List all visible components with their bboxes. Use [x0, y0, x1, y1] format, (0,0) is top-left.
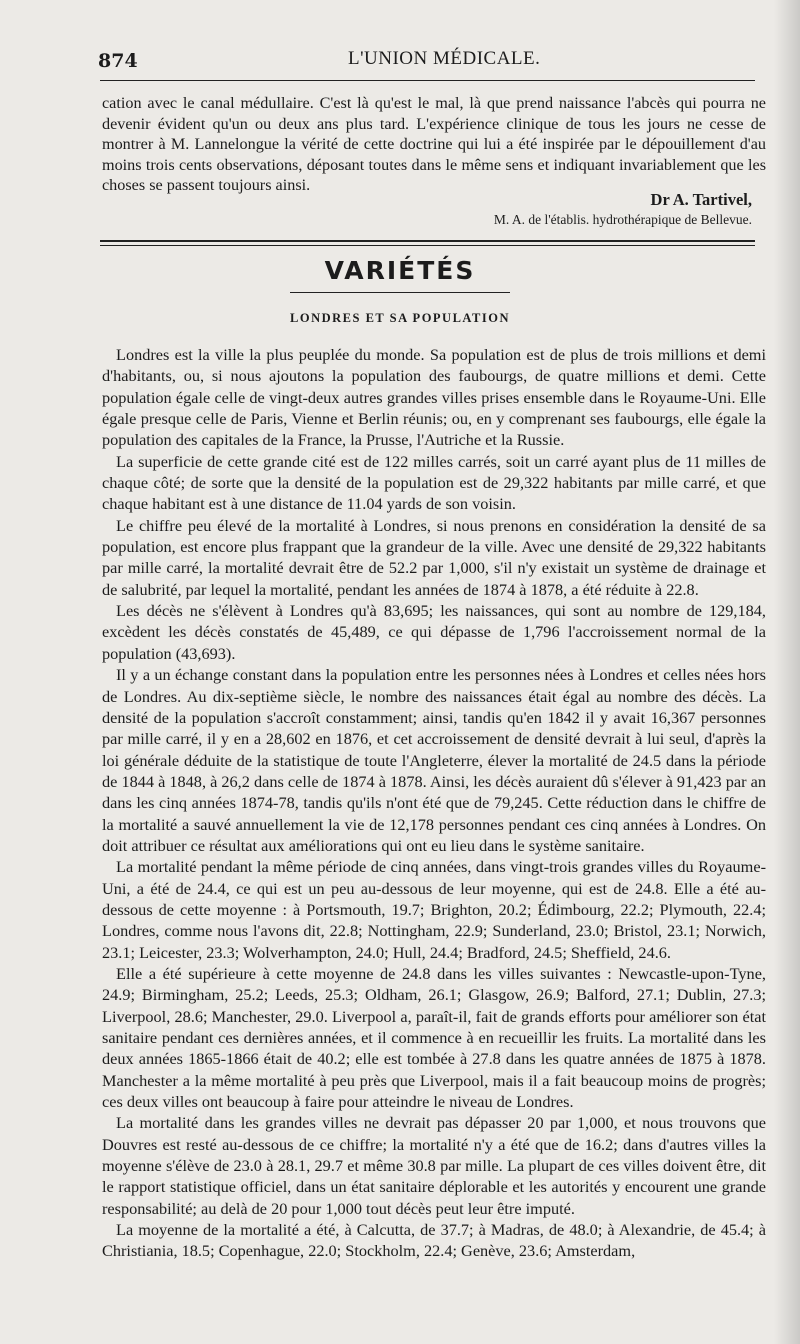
section-rule-bottom [100, 245, 755, 246]
section-heading: VARIÉTÉS [324, 256, 476, 285]
article-body [102, 344, 766, 1262]
body-paragraph: La mortalité pendant la même période de cinq années, dans vingt-trois grandes villes du Royaume-Uni, a été de 24.4, ce qui est un peu au-dessous de leur moyenne, qui est de 24.8. Elle a été au-dessous de cette moyenne : à Portsmouth, 19.7; Brighton, 20.2; Édimbourg, 22.2; Plymouth, 22.4; Londres, comme nous l'avons dit, 22.8; Nottingham, 22.9; Sunderland, 23.0; Bristol, 23.1; Norwich, 23.1; Leicester, 23.3; Wolverhampton, 24.0; Hull, 24.4; Bradford, 24.5; Sheffield, 24.6. [102, 857, 766, 962]
signature-role: M. A. de l'établis. hydrothérapique de Bellevue. [493, 212, 752, 227]
signature-name: Dr A. Tartivel, [650, 190, 752, 209]
page-edge-shadow [774, 0, 800, 1344]
article-subheading: LONDRES ET SA POPULATION [290, 311, 510, 325]
body-paragraph: Les décès ne s'élèvent à Londres qu'à 83,695; les naissances, qui sont au nombre de 129,184, excèdent les décès constatés de 45,489, ce qui dépasse de 1,796 l'accroissement normal de la population (43,693). [102, 601, 766, 663]
body-paragraph: La mortalité dans les grandes villes ne devrait pas dépasser 20 par 1,000, et nous trouvons que Douvres est resté au-dessous de ce chiffre; la mortalité n'y a été que de 16.2; dans d'autres villes la moyenne s'élève de 23.0 à 28.1, 29.7 et même 30.8 par mille. La plupart de ces villes doivent être, dit le rapport statistique officiel, dans un état sanitaire déplorable et les autorités y encourent une grande responsabilité; au delà de 20 pour 1,000 tout décès peut leur être imputé. [102, 1113, 766, 1218]
intro-text [102, 93, 766, 196]
body-paragraph: La moyenne de la mortalité a été, à Calcutta, de 37.7; à Madras, de 48.0; à Alexandrie, de 45.4; à Christiania, 18.5; Copenhague, 22.0; Stockholm, 22.4; Genève, 23.6; Amsterdam, [102, 1220, 766, 1261]
header-rule [100, 80, 755, 81]
body-paragraph: Le chiffre peu élevé de la mortalité à Londres, si nous prenons en considération la densité de sa population, est encore plus frappant que la grandeur de la ville. Avec une densité de 29,322 habitants par mille carré, la mortalité devrait être de 52.2 par 1,000, s'il n'y existait un système de drainage et de salubrité, par lequel la mortalité, pendant les années de 1874 à 1878, a été réduite à 22.8. [102, 515, 766, 599]
body-paragraph: Elle a été supérieure à cette moyenne de 24.8 dans les villes suivantes : Newcastle-upon-Tyne, 24.9; Birmingham, 25.2; Leeds, 25.3; Oldham, 26.1; Glasgow, 26.9; Balford, 27.1; Dublin, 27.3; Liverpool, 28.6; Manchester, 29.0. Liverpool a, paraît-il, fait de grands efforts pour améliorer son état sanitaire pendant ces dernières années, et il commence à en recueillir les fruits. La mortalité dans les deux années 1865-1866 était de 40.2; elle est tombée à 27.8 dans les quatre années de 1875 à 1878. Manchester a la même mortalité à peu près que Liverpool, mais il a fait beaucoup moins de progrès; ces deux villes ont beaucoup à faire pour atteindre le niveau de Londres. [102, 963, 766, 1112]
page-header [98, 46, 758, 76]
section-rule-top [100, 240, 755, 242]
running-title: L'UNION MÉDICALE. [348, 48, 541, 69]
section-heading-underline [290, 292, 510, 293]
body-paragraph: Il y a un échange constant dans la population entre les personnes nées à Londres et celles nées hors de Londres. Au dix-septième siècle, le nombre des naissances était égal au nombre des décès. La densité de la population s'accroît constamment; ainsi, tandis qu'en 1842 il y avait 16,367 personnes par mille carré, il y en a 28,602 en 1876, et cet accroissement de densité devrait à lui seul, d'après la loi générale déduite de la statistique de toute l'Angleterre, élever la mortalité de 24.5 dans la période de 1844 à 1848, à 26,2 dans celle de 1874 à 1878. Ainsi, les décès auraient dû s'élever à 91,423 par an dans les cinq années 1874-78, tandis qu'ils n'ont été que de 79,245. Cette réduction dans le chiffre de la mortalité a sauvé annuellement la vie de 12,178 personnes pendant ces cinq années à Londres. On doit attribuer ce résultat aux améliorations qui ont eu lieu dans le système sanitaire. [102, 665, 766, 855]
article-signature [494, 190, 752, 228]
page-number: 874 [98, 50, 138, 72]
intro-paragraph: cation avec le canal médullaire. C'est là qu'est le mal, là que prend naissance l'abcès qui pourra ne devenir évident qu'un ou deux ans plus tard. L'expérience clinique de tous les jours ne cesse de montrer à M. Lannelongue la vérité de cette doctrine qui lui a été inspirée par le dépouillement d'au moins trois cents observations, déposant toutes dans le même sens et indiquant invariablement que les choses se passent toujours ainsi. [102, 94, 766, 195]
body-paragraph: La superficie de cette grande cité est de 122 milles carrés, soit un carré ayant plus de 11 milles de chaque côté; de sorte que la densité de la population est de 29,322 habitants par mille carré, et que chaque habitant est à une distance de 11.04 yards de son voisin. [102, 451, 766, 514]
body-paragraph: Londres est la ville la plus peuplée du monde. Sa population est de plus de trois millions et demi d'habitants, ou, si nous ajoutons la population des faubourgs, de quatre millions et demi. Cette population égale celle de vingt-deux autres grandes villes prises ensemble dans le Royaume-Uni. Elle égale presque celle de Paris, Vienne et Berlin réunis; ou, en y comprenant ses faubourgs, elle égale la population des capitales de la France, la Prusse, l'Autriche et la Russie. [102, 345, 766, 450]
